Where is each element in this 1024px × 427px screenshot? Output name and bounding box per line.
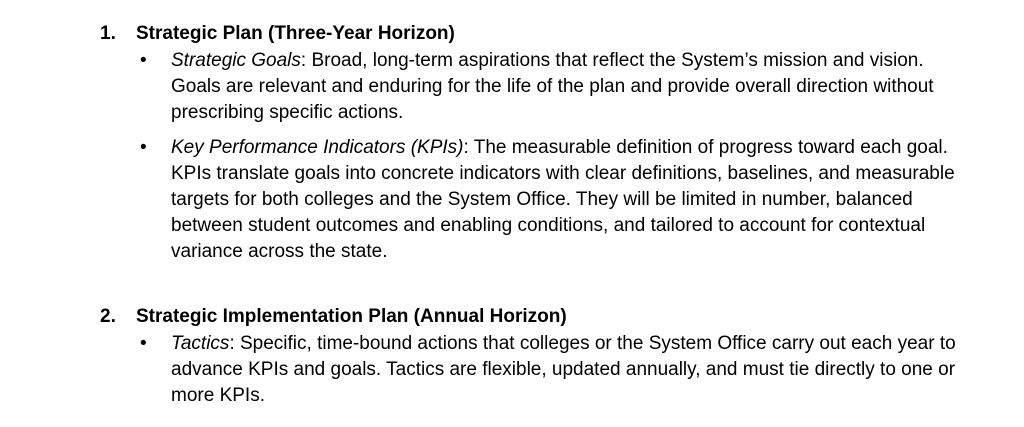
bullet-icon: • bbox=[140, 137, 147, 158]
term-label: Tactics bbox=[171, 333, 230, 354]
section-number: 2. bbox=[100, 306, 116, 327]
section-title: Strategic Plan (Three-Year Horizon) bbox=[136, 23, 455, 44]
term-definition: : Broad, long-term aspirations that reflect the System’s mission and vision. Goals are relevant and enduring for the life of the plan and provide overall direction without prescribing specific actions. bbox=[171, 50, 934, 123]
bullet-icon: • bbox=[140, 333, 147, 354]
section-heading bbox=[100, 304, 567, 330]
bullet-icon: • bbox=[140, 50, 147, 71]
list-item-text bbox=[171, 331, 971, 409]
list-item-text bbox=[171, 48, 971, 126]
term-definition: : The measurable definition of progress toward each goal. KPIs translate goals into concrete indicators with clear definitions, baselines, and measurable targets for both colleges and the System Office. They will be limited in number, balanced between student outcomes and enabling conditions, and tailored to account for contextual variance across the state. bbox=[171, 137, 955, 262]
term-definition: : Specific, time-bound actions that colleges or the System Office carry out each year to advance KPIs and goals. Tactics are flexible, updated annually, and must tie directly to one or more KPIs. bbox=[171, 333, 956, 406]
section-title: Strategic Implementation Plan (Annual Horizon) bbox=[136, 306, 567, 327]
section-heading bbox=[100, 21, 455, 47]
list-item-text bbox=[171, 135, 971, 265]
term-label: Strategic Goals bbox=[171, 50, 301, 71]
section-number: 1. bbox=[100, 23, 116, 44]
term-label: Key Performance Indicators (KPIs) bbox=[171, 137, 464, 158]
